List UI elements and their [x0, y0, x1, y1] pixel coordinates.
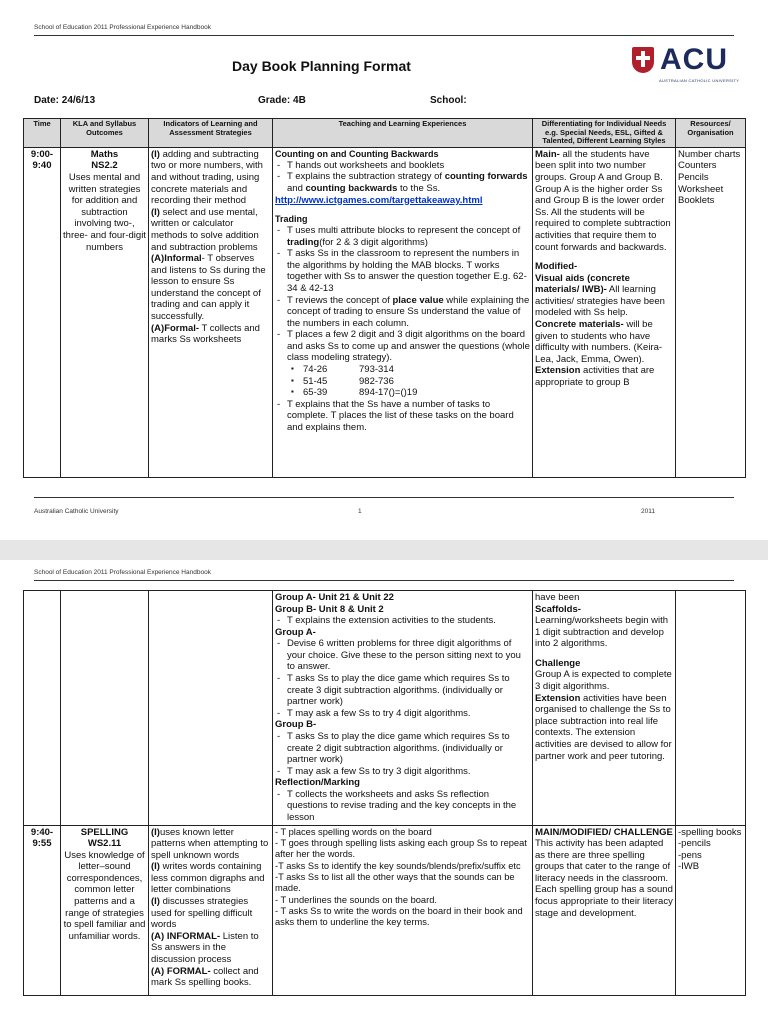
- handbook-header: School of Education 2011 Professional Experience Handbook: [34, 569, 211, 576]
- acu-logo-text: ACU: [660, 43, 728, 76]
- list-item: - T explains that the Ss have a number of tasks to complete. T places the list of these tasks on the board and explains them.: [275, 399, 530, 434]
- col-header-kla: KLA and Syllabus Outcomes: [61, 119, 149, 148]
- indicator-code: (I): [151, 148, 160, 160]
- kla-outcome: Uses knowledge of letter–sound correspondences, common letter patterns and a range of strategies to spell familiar and unfamiliar words.: [63, 849, 146, 942]
- resource-item: -pencils: [678, 838, 711, 850]
- table-row: [24, 591, 746, 826]
- differentiating-cell: [533, 825, 676, 995]
- table-row: [24, 825, 746, 995]
- grade-field: Grade: 4B: [258, 95, 306, 106]
- acu-logo: [632, 43, 742, 93]
- algorithm-item: ▪ 65-39 894-17()=()19: [291, 387, 530, 399]
- kla-outcome: Uses mental and written strategies for addition and subtraction involving two-, three- and four-digit numbers: [63, 172, 146, 253]
- list-item: - T places a few 2 digit and 3 digit algorithms on the board and asks Ss to come up and answer the questions (whole class modeling strategy).: [275, 329, 530, 364]
- assessment-code: (A)Formal-: [151, 322, 200, 334]
- resource-item: -IWB: [678, 861, 700, 873]
- handbook-header: School of Education 2011 Professional Experience Handbook: [34, 24, 211, 31]
- list-item: - T asks Ss to write the words on the board in their book and asks them to underline the key terms.: [275, 905, 523, 928]
- kla-code: NS2.2: [91, 160, 118, 172]
- table-header-row: [24, 119, 746, 148]
- assessment-code: (A)Informal: [151, 253, 202, 265]
- resource-item: Booklets: [678, 195, 715, 207]
- indicator-code: (I): [151, 206, 160, 218]
- differentiating-cell: have been Scaffolds- Learning/worksheets begin with 1 digit subtraction and develop into 2 algorithms. Challenge Group A is expected to complete 3 digit algorithms. Extension activities have been organised to challenge the Ss to place subtraction into real life contexts. The extension activities are devised to allow for partner work and peer tutoring.: [533, 591, 676, 826]
- group-a-heading: Group A-: [275, 626, 316, 638]
- footer-left: Australian Catholic University: [34, 508, 119, 515]
- indicator-text: select and use mental, written or calculator methods to solve addition and subtraction problems: [151, 206, 259, 253]
- header-rule: [34, 580, 734, 581]
- resources-cell: [676, 825, 746, 995]
- list-item: - T collects the worksheets and asks Ss reflection questions to revise trading and the key concepts in the lesson: [275, 789, 530, 824]
- assessment-text: - T observes and listens to Ss during the lesson to ensure Ss understand the concept of trading and can apply it successfully.: [151, 253, 266, 322]
- acu-logo-subtitle: AUSTRALIAN CATHOLIC UNIVERSITY: [659, 78, 740, 83]
- table-row: [24, 147, 746, 477]
- page-title: Day Book Planning Format: [232, 58, 411, 74]
- list-item: - T reviews the concept of place value while explaining the concept of trading to ensure Ss understand the value of the numbers in each column.: [275, 295, 530, 330]
- date-field: Date: 24/6/13: [34, 95, 96, 106]
- algorithm-item: ▪ 51-45 982-736: [291, 376, 530, 388]
- teaching-heading: Counting on and Counting Backwards: [275, 148, 439, 159]
- page-gap: [0, 540, 768, 560]
- ictgames-link[interactable]: http://www.ictgames.com/targettakeaway.html: [275, 194, 483, 206]
- challenge-text: Group A is expected to complete 3 digit algorithms.: [535, 669, 672, 693]
- list-item: -T asks Ss to list all the other ways that the sounds can be made.: [275, 871, 515, 894]
- list-item: - T hands out worksheets and booklets: [275, 160, 530, 172]
- kla-title: SPELLING: [80, 826, 129, 838]
- col-header-differentiating: Differentiating for Individual Needs e.g. Special Needs, ESL, Gifted & Talented, Different Learning Styles: [533, 119, 676, 148]
- list-item: - T may ask a few Ss to try 3 digit algorithms.: [275, 766, 530, 778]
- resource-item: -pens: [678, 849, 702, 861]
- school-field: School:: [430, 95, 467, 106]
- resources-cell: [676, 147, 746, 477]
- kla-cell: [61, 825, 149, 995]
- group-b-heading: Group B-: [275, 719, 317, 731]
- list-item: - T asks Ss to play the dice game which requires Ss to create 2 digit subtraction algorithms. (individually or partner work): [275, 731, 530, 766]
- handbook-page-2: [0, 560, 768, 1024]
- teaching-cell: [273, 591, 533, 826]
- list-item: - T may ask a few Ss to try 4 digit algorithms.: [275, 708, 530, 720]
- algorithm-item: ▪ 74-26 793-314: [291, 364, 530, 376]
- col-header-teaching: Teaching and Learning Experiences: [273, 119, 533, 148]
- differentiation-text: This activity has been adapted as there are three spelling groups that cater to the range of literacy needs in the classroom. Each spelling group has a sound focus appropriate to their literacy stage and development.: [535, 838, 673, 919]
- challenge-heading: Challenge: [535, 657, 581, 669]
- footer-rule: [34, 497, 734, 498]
- resource-item: Number charts: [678, 148, 741, 160]
- trading-heading: Trading: [275, 214, 308, 225]
- list-item: - Devise 6 written problems for three digit algorithms of your choice. Give these to the person sitting next to you to answer.: [275, 638, 530, 673]
- kla-code: WS2.11: [87, 838, 122, 850]
- algorithm-list: [275, 364, 530, 399]
- resource-item: Worksheet: [678, 183, 724, 195]
- col-header-time: Time: [24, 119, 61, 148]
- list-item: - T asks Ss to play the dice game which requires Ss to create 3 digit subtraction algorithms. (individually or partner work): [275, 673, 530, 708]
- indicators-cell: (I)uses known letter patterns when attempting to spell unknown words (I) writes words containing less common digraphs and letter combinations (I) discusses strategies used for spelling difficult words (A) INFORMAL- Listen to Ss answers in the discussion process (A) FORMAL- collect and mark Ss spelling books.: [149, 825, 273, 995]
- row-time: 9:40- 9:55: [24, 825, 61, 995]
- footer-year: 2011: [641, 508, 655, 515]
- teaching-cell: [273, 825, 533, 995]
- list-item: - T places spelling words on the board: [275, 826, 432, 837]
- list-item: - T underlines the sounds on the board.: [275, 894, 437, 905]
- kla-cell: [61, 147, 149, 477]
- list-item: - T uses multi attribute blocks to represent the concept of trading(for 2 & 3 digit algorithms): [275, 225, 530, 248]
- planning-table-page-1: [23, 118, 746, 478]
- scaffolds-heading: Scaffolds-: [535, 603, 581, 615]
- differentiating-cell: Main- all the students have been split into two number groups. Group A and Group B. Group A is the higher order Ss and Group B is the lower order Ss. All the students will be required to complete subtraction activities that require them to count forwards and backwards. Modified- Visual aids (concrete materials/ IWB)- All learning activities/ strategies have been modeled with Ss help. Concrete materials- will be given to students who have difficulty with numbers. (Keira-Lea, Jack, Emma, Owen). Extension activities that are appropriate to group B: [533, 147, 676, 477]
- col-header-indicators: Indicators of Learning and Assessment Strategies: [149, 119, 273, 148]
- resource-item: Counters: [678, 160, 717, 172]
- row-time: 9:00- 9:40: [24, 147, 61, 477]
- scaffolds-text: Learning/worksheets begin with 1 digit subtraction and develop into 2 algorithms.: [535, 615, 669, 650]
- diff-continued: have been: [535, 592, 580, 603]
- assessment-text: T collects and marks Ss worksheets: [151, 322, 260, 346]
- group-b-units: Group B- Unit 8 & Unit 2: [275, 603, 384, 615]
- group-a-units: Group A- Unit 21 & Unit 22: [275, 592, 394, 603]
- list-item: - T goes through spelling lists asking each group Ss to repeat after her the words.: [275, 837, 527, 860]
- list-item: - T explains the subtraction strategy of counting forwards and counting backwards to the Ss.: [275, 171, 530, 194]
- acu-shield-icon: [632, 47, 654, 73]
- col-header-resources: Resources/ Organisation: [676, 119, 746, 148]
- footer-page-number: 1: [358, 508, 362, 515]
- indicator-text: adding and subtracting two or more numbers, with and without trading, using concrete materials and recording their method: [151, 148, 263, 207]
- modified-heading: Modified-: [535, 261, 578, 273]
- resource-item: Pencils: [678, 172, 709, 184]
- main-modified-challenge-heading: MAIN/MODIFIED/ CHALLENGE: [535, 826, 673, 838]
- indicators-cell: [149, 147, 273, 477]
- kla-title: Maths: [90, 148, 119, 160]
- resource-item: -spelling books: [678, 826, 742, 838]
- list-item: -T asks Ss to identify the key sounds/blends/prefix/suffix etc: [275, 860, 521, 871]
- header-rule: [34, 35, 734, 36]
- planning-table-page-2: [23, 590, 746, 996]
- teaching-cell: [273, 147, 533, 477]
- list-item: - T explains the extension activities to the students.: [275, 615, 530, 627]
- reflection-heading: Reflection/Marking: [275, 777, 360, 789]
- list-item: - T asks Ss in the classroom to represent the numbers in the algorithms by holding the MAB blocks. T works together with Ss to answer the question together E.g. 62-34 & 42-13: [275, 248, 530, 294]
